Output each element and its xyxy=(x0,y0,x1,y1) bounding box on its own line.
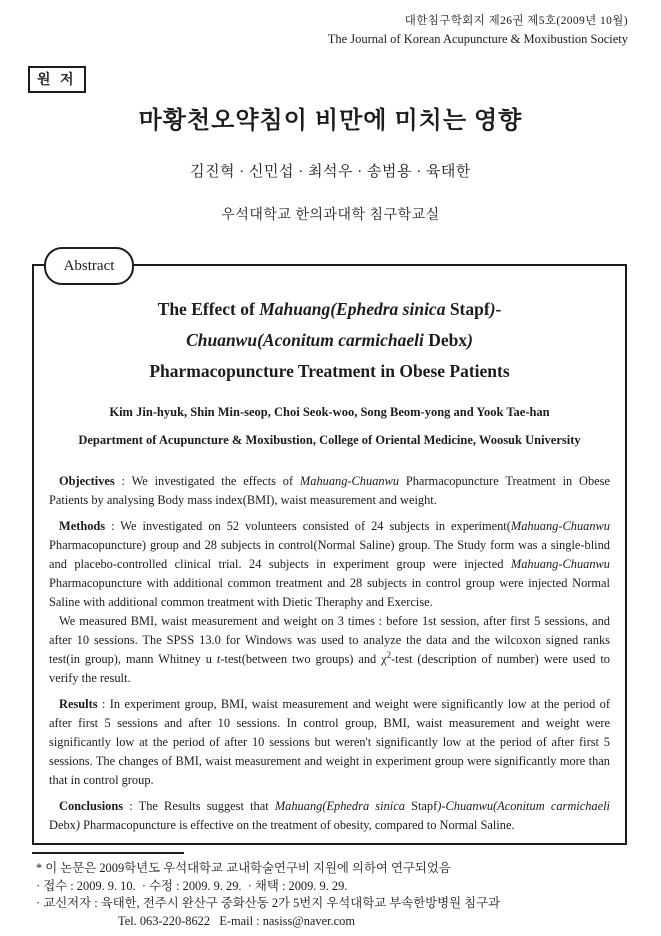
footnote-divider xyxy=(32,852,184,854)
footnotes xyxy=(36,860,633,930)
journal-title-english: The Journal of Korean Acupuncture & Moxibustion Society xyxy=(327,32,628,46)
abstract-title-line: Pharmacopuncture Treatment in Obese Patients xyxy=(149,361,510,381)
abstract-label: Abstract xyxy=(44,247,134,285)
section-label: Objectives xyxy=(59,474,115,488)
abstract-content xyxy=(34,266,625,835)
abstract-section-results: Results : In experiment group, BMI, waist measurement and weight were significantly low at the period of after first 5 sessions and after 10 sessions. In control group, BMI, waist measurement and weight were significantly low at the period of after 10 sessions but weren't significantly low at the period of after first 5 sessions. The changes of BMI, waist measurement and weight in experiment group were significantly more than that in control group. xyxy=(49,697,610,787)
footnote-line: * 이 논문은 2009학년도 우석대학교 교내학술연구비 지원에 의하여 연구되었음 xyxy=(36,861,451,875)
affiliation-korean: 우석대학교 한의과대학 침구학교실 xyxy=(221,208,440,223)
abstract-section-objectives: Objectives : We investigated the effects of Mahuang-Chuanwu Pharmacopuncture Treatment in Obese Patients by analysing Body mass index(BMI), waist measurement and weight. xyxy=(49,474,611,507)
abstract-section-conclusions: Conclusions : The Results suggest that Mahuang(Ephedra sinica Stapf)-Chuanwu(Aconitum carmichaeli Debx) Pharmacopuncture is effective on the treatment of obesity, compared to Normal Saline. xyxy=(49,799,610,832)
footnote-line: · 접수 : 2009. 9. 10. · 수정 : 2009. 9. 29. · 채택 : 2009. 9. 29. xyxy=(36,878,348,893)
journal-title-korean: 대한침구학회지 제26권 제5호(2009년 10월) xyxy=(404,15,628,27)
section-label: Results xyxy=(59,697,98,711)
section-label: Methods xyxy=(59,519,106,533)
article-type-badge: 원 저 xyxy=(28,66,86,93)
abstract-section-methods: Methods : We investigated on 52 volunteers consisted of 24 subjects in experiment(Mahuang-Chuanwu Pharmacopuncture) group and 28 subjects in control(Normal Saline) group. The Study form was a single-blind and placebo-controlled clinical trial. 24 subjects in experiment group were injected Mahuang-Chuanwu Pharmacopuncture with additional common treatment and 28 subjects in control group were injected Normal Saline with additional common treatment with Dietic Theraphy and Exercise. xyxy=(49,519,610,609)
footnote-line: Tel. 063-220-8622 E-mail : nasiss@naver.com xyxy=(118,913,355,928)
authors-korean: 김진혁 · 신민섭 · 최석우 · 송범용 · 육태한 xyxy=(190,164,471,180)
abstract-title xyxy=(49,294,610,387)
authors-english: Kim Jin-hyuk, Shin Min-seop, Choi Seok-woo, Song Beom-yong and Yook Tae-han xyxy=(109,405,550,419)
affiliation-english: Department of Acupuncture & Moxibustion, College of Oriental Medicine, Woosuk University xyxy=(78,433,581,447)
abstract-title-line: The Effect of Mahuang(Ephedra sinica Stapf)- xyxy=(157,299,502,319)
abstract-box xyxy=(32,264,627,845)
section-label: Conclusions xyxy=(59,799,124,813)
footnote-line: · 교신저자 : 육태한, 전주시 완산구 중화산동 2가 5번지 우석대학교 부속한방병원 침구과 xyxy=(36,896,501,910)
abstract-paragraph: We measured BMI, waist measurement and weight on 3 times : before 1st session, after first 5 sessions, and after 10 sessions. The SPSS 13.0 for Windows was used to analyze the data and the wilcoxon signed ranks test(in group), mann Whitney u t-test(between two groups) and $\chi^2$-test (description of number) were used to verify the result. xyxy=(49,614,610,685)
abstract-paragraphs xyxy=(49,472,610,835)
paper-title-korean: 마황천오약침이 비만에 미치는 영향 xyxy=(138,108,523,134)
abstract-title-line: Chuanwu(Aconitum carmichaeli Debx) xyxy=(186,330,473,350)
journal-header xyxy=(328,12,628,47)
